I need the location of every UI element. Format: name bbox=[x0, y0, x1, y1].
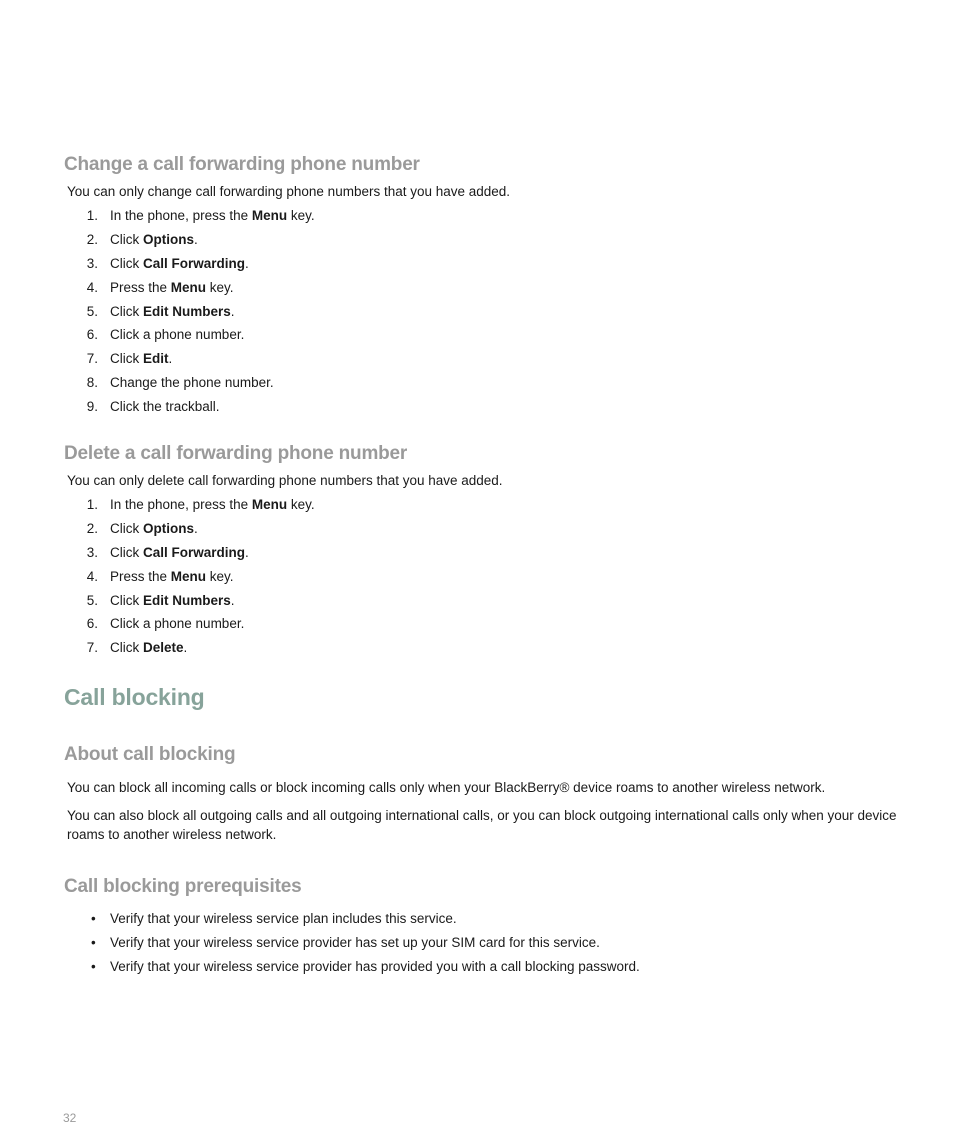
step-text-suffix: key. bbox=[206, 279, 234, 295]
step-ui-term: Edit bbox=[143, 351, 169, 367]
step-text-plain: Click bbox=[110, 520, 143, 536]
call-blocking-title: Call blocking bbox=[64, 684, 205, 710]
step-text-suffix: . bbox=[230, 592, 235, 608]
step-number: 4. bbox=[86, 279, 98, 295]
step-ui-term: Call Forwarding bbox=[143, 255, 246, 271]
step-number: 8. bbox=[86, 375, 98, 391]
step-ui-term: Menu bbox=[170, 279, 207, 295]
step-text bbox=[110, 567, 234, 586]
step-text-suffix: . bbox=[183, 640, 188, 656]
step-text-plain: Press the bbox=[110, 279, 171, 295]
delete-forwarding-heading: Delete a call forwarding phone number bbox=[64, 443, 408, 464]
step-text bbox=[110, 278, 234, 297]
step-number: 6. bbox=[86, 616, 98, 632]
prerequisite-text: Verify that your wireless service provider has set up your SIM card for this service. bbox=[110, 935, 600, 950]
step-text bbox=[110, 638, 187, 657]
step-number: 5. bbox=[86, 592, 98, 608]
step-text bbox=[110, 325, 244, 344]
step-text-suffix: key. bbox=[206, 568, 234, 584]
step-text-suffix: . bbox=[245, 255, 249, 271]
step-text-plain: Click bbox=[110, 640, 143, 656]
step-text-plain: Click bbox=[110, 592, 143, 608]
delete-forwarding-intro: You can only delete call forwarding phone numbers that you have added. bbox=[67, 473, 503, 488]
bullet-icon: • bbox=[91, 911, 96, 926]
step-ui-term: Edit Numbers bbox=[143, 592, 231, 608]
step-number: 3. bbox=[86, 255, 98, 271]
step-text-suffix: . bbox=[168, 351, 173, 367]
step-text-plain: Click bbox=[110, 351, 143, 367]
step-text-suffix: . bbox=[245, 544, 249, 560]
step-number: 5. bbox=[86, 303, 98, 319]
prerequisite-text: Verify that your wireless service provider has provided you with a call blocking password. bbox=[110, 959, 640, 974]
step-text bbox=[110, 373, 274, 392]
page-number: 32 bbox=[63, 1111, 77, 1125]
step-number: 7. bbox=[86, 351, 98, 367]
step-text bbox=[110, 397, 220, 416]
step-number: 4. bbox=[86, 568, 98, 584]
bullet-icon: • bbox=[91, 959, 96, 974]
step-ui-term: Call Forwarding bbox=[143, 544, 246, 560]
about-call-blocking-paragraph-2: You can also block all outgoing calls and all outgoing international calls, or you can block outgoing international calls only when your device roams to another wireless network. bbox=[67, 808, 897, 842]
step-text-suffix: . bbox=[230, 303, 235, 319]
step-number: 3. bbox=[86, 544, 98, 560]
step-ui-term: Menu bbox=[251, 208, 288, 223]
prerequisite-text: Verify that your wireless service plan includes this service. bbox=[110, 911, 457, 926]
step-text-suffix: key. bbox=[287, 497, 315, 512]
step-text-plain: Click the trackball. bbox=[110, 399, 220, 415]
step-text-plain: Press the bbox=[110, 568, 171, 584]
step-ui-term: Options bbox=[143, 520, 194, 536]
step-text-plain: Click a phone number. bbox=[110, 327, 245, 343]
change-forwarding-intro: You can only change call forwarding phone numbers that you have added. bbox=[67, 184, 511, 199]
about-call-blocking-paragraph-1: You can block all incoming calls or block incoming calls only when your BlackBerry® device roams to another wireless network. bbox=[67, 780, 826, 795]
step-number: 2. bbox=[86, 231, 98, 247]
step-text-suffix: . bbox=[194, 231, 198, 247]
change-forwarding-heading: Change a call forwarding phone number bbox=[64, 154, 420, 175]
step-text-suffix: . bbox=[194, 520, 198, 536]
step-text-plain: Click bbox=[110, 255, 143, 271]
step-number: 9. bbox=[86, 399, 98, 415]
step-text-suffix: key. bbox=[287, 208, 315, 223]
step-number: 7. bbox=[86, 640, 98, 656]
step-text bbox=[110, 230, 198, 249]
step-ui-term: Options bbox=[143, 231, 194, 247]
step-ui-term: Menu bbox=[170, 568, 207, 584]
step-ui-term: Edit Numbers bbox=[143, 303, 231, 319]
step-text bbox=[110, 349, 172, 368]
step-text bbox=[110, 519, 198, 538]
step-number: 1. bbox=[86, 208, 98, 223]
step-text-plain: Click a phone number. bbox=[110, 616, 245, 632]
about-call-blocking-heading: About call blocking bbox=[64, 744, 236, 765]
step-text-plain: In the phone, press the bbox=[110, 497, 252, 512]
step-text-plain: Click bbox=[110, 544, 143, 560]
bullet-icon: • bbox=[91, 935, 96, 950]
step-text bbox=[110, 302, 235, 321]
step-text bbox=[110, 591, 235, 610]
step-text-plain: In the phone, press the bbox=[110, 208, 252, 223]
step-text-plain: Change the phone number. bbox=[110, 375, 274, 391]
step-text bbox=[110, 614, 244, 633]
step-text bbox=[110, 495, 315, 514]
step-ui-term: Menu bbox=[251, 497, 288, 512]
step-number: 6. bbox=[86, 327, 98, 343]
step-text bbox=[110, 206, 315, 225]
prerequisites-heading: Call blocking prerequisites bbox=[64, 876, 302, 897]
step-ui-term: Delete bbox=[143, 640, 184, 656]
step-text bbox=[110, 254, 249, 273]
step-number: 2. bbox=[86, 520, 98, 536]
step-text bbox=[110, 543, 249, 562]
step-text-plain: Click bbox=[110, 303, 143, 319]
step-number: 1. bbox=[86, 497, 98, 512]
step-text-plain: Click bbox=[110, 231, 143, 247]
